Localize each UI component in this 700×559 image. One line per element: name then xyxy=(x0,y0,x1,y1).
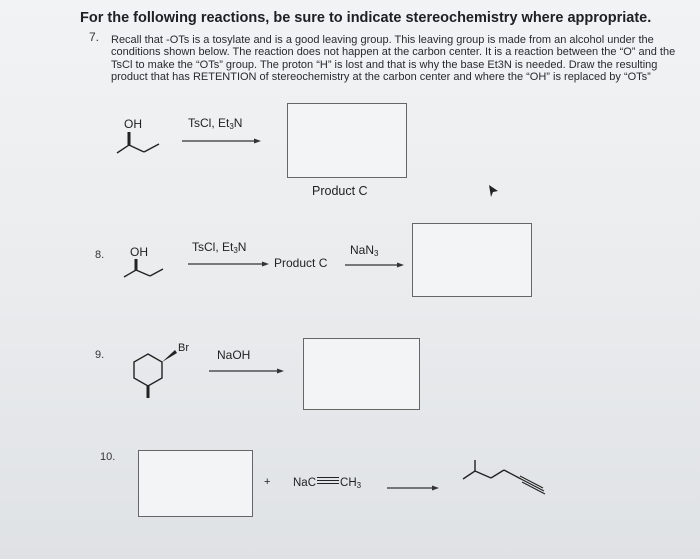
question-9-number: 9. xyxy=(95,349,105,361)
q8-reagent: TsCl, $Et_3N$ xyxy=(192,240,247,255)
q8-oh-label: OH xyxy=(130,245,148,259)
q9-reagent: NaOH xyxy=(217,348,251,362)
q10-plus-sign: + xyxy=(264,476,271,488)
q7-oh-label: OH xyxy=(124,117,142,131)
question-10-number: 10. xyxy=(100,451,116,463)
question-7-text: Recall that -OTs is a tosylate and is a good leaving group. This leaving group is made from an alcohol under the conditions shown below. The reaction does not happen at the carbon center. It is a reaction between the “O” and the TsCl to make the “OTs” group. The proton “H” is lost and that is why the base Et3N is needed. Draw the resulting product that has RETENTION of stereochemistry at the carbon center and where the “OH” is replaced by “OTs” xyxy=(111,34,676,83)
q10-reagent: NaC $CH_3$ xyxy=(293,477,362,490)
q8-intermediate-label: Product C xyxy=(274,256,328,270)
question-8-number: 8. xyxy=(95,249,105,261)
q7-reagent: TsCl, $Et_3N$ xyxy=(188,116,243,131)
q9-br-label: Br xyxy=(178,342,189,354)
q8-reagent-2: NaN$_3$ xyxy=(350,243,379,258)
q7-product-label: Product C xyxy=(312,184,368,198)
question-7-number: 7. xyxy=(89,30,100,44)
page-title: For the following reactions, be sure to indicate stereochemistry where appropriate. xyxy=(80,10,652,26)
